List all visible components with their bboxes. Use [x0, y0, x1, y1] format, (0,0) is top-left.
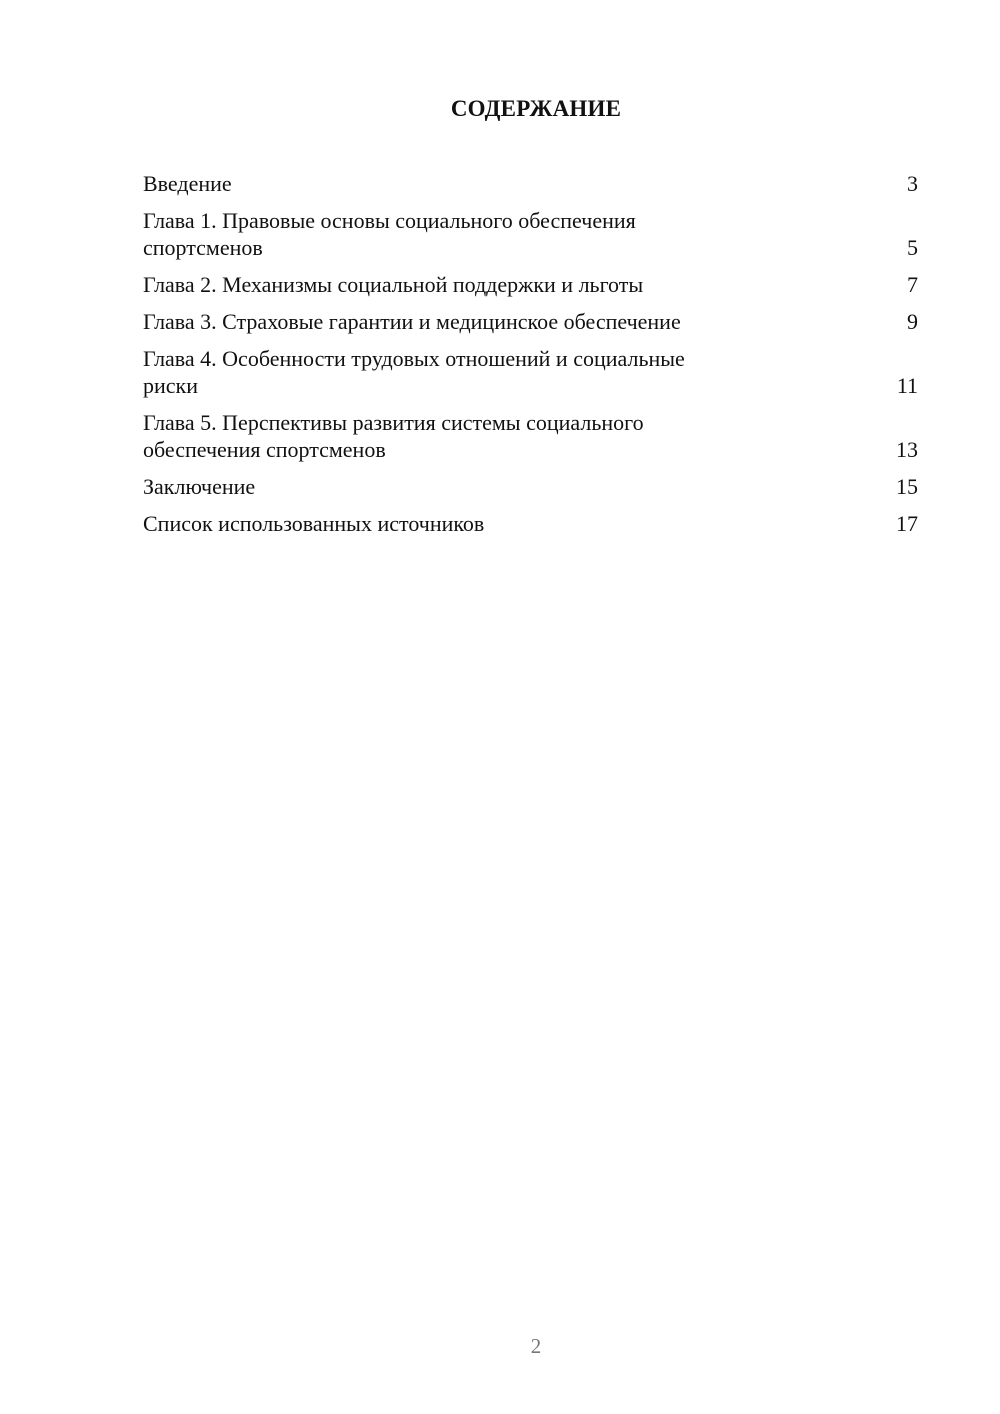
toc-entry-chapter-1	[143, 207, 918, 261]
page-number: 2	[530, 1334, 542, 1358]
toc-entry-page: 7	[907, 272, 918, 297]
toc-entry-chapter-5	[143, 409, 918, 463]
toc-entry-references	[143, 510, 918, 537]
toc-entry-text: Введение	[143, 171, 232, 196]
toc-entry-text: Глава 3. Страховые гарантии и медицинское обеспечение	[143, 309, 681, 334]
toc-entry-text: Глава 4. Особенности трудовых отношений и социальные риски	[143, 346, 685, 398]
toc-entry-page: 3	[907, 171, 918, 196]
toc-entry-text: Глава 2. Механизмы социальной поддержки и льготы	[143, 272, 644, 297]
toc-entry-page: 15	[896, 474, 918, 499]
toc-entry-page: 13	[896, 437, 918, 462]
toc-entry-text: Глава 5. Перспективы развития системы социального обеспечения спортсменов	[143, 410, 644, 462]
toc-entry-chapter-2	[143, 271, 918, 298]
toc-entry-text: Глава 1. Правовые основы социального обеспечения спортсменов	[143, 208, 636, 260]
table-of-contents	[143, 170, 918, 547]
toc-entry-conclusion	[143, 473, 918, 500]
toc-entry-page: 17	[896, 511, 918, 536]
toc-entry-chapter-4	[143, 345, 918, 399]
toc-entry-page: 5	[907, 235, 918, 260]
toc-entry-text: Список использованных источников	[143, 511, 485, 536]
toc-entry-chapter-3	[143, 308, 918, 335]
toc-entry-page: 9	[907, 309, 918, 334]
toc-title: СОДЕРЖАНИЕ	[450, 96, 622, 121]
toc-entry-text: Заключение	[143, 474, 256, 499]
toc-entry-page: 11	[896, 373, 918, 398]
toc-entry-introduction	[143, 170, 918, 197]
